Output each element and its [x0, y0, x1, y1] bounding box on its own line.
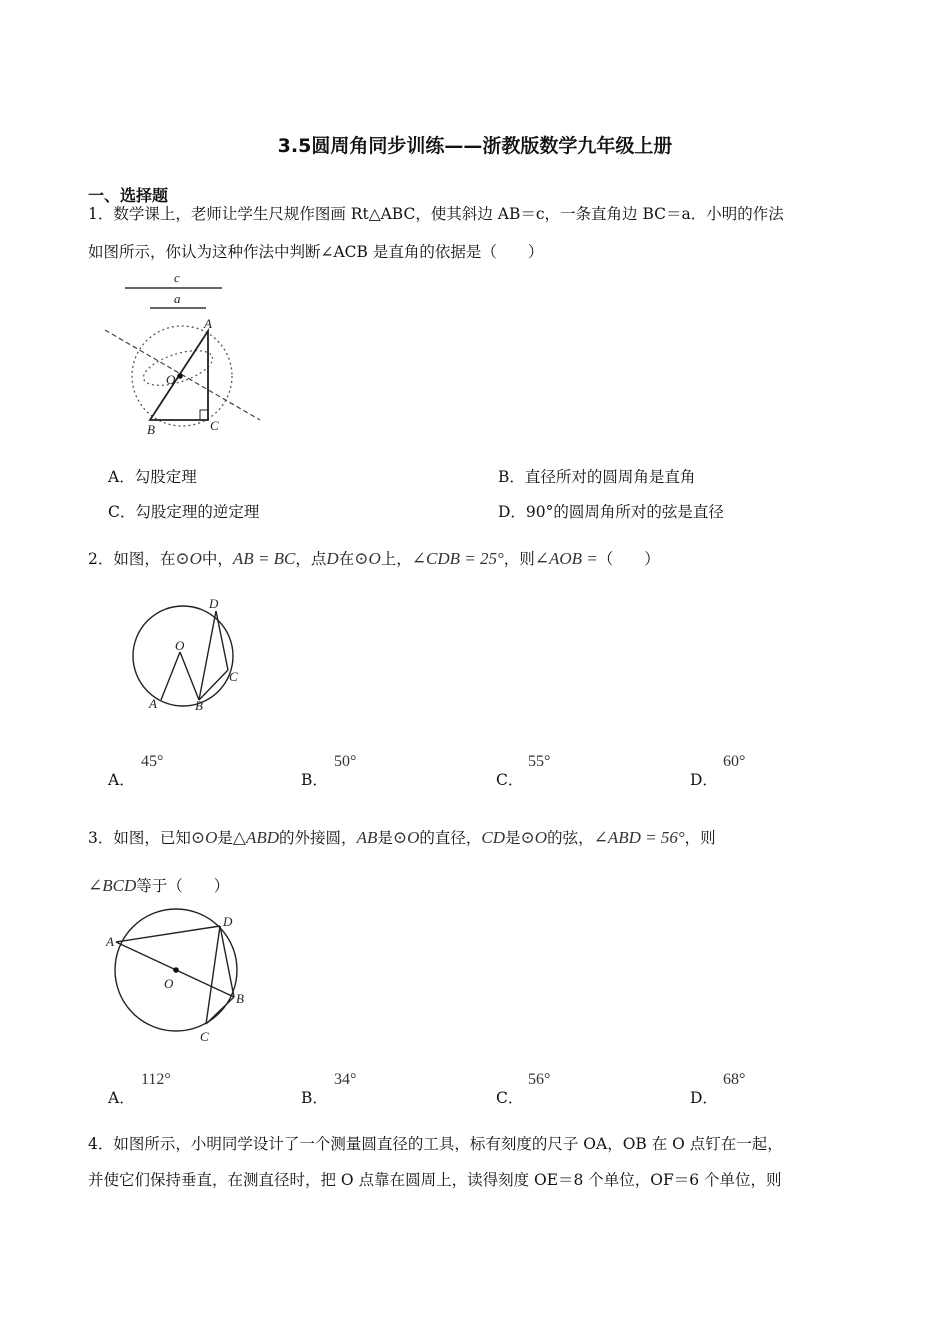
q4-line1: 4．如图所示，小明同学设计了一个测量圆直径的工具，标有刻度的尺子 OA，OB 在 O 点钉在一起， — [88, 1135, 783, 1153]
q3-option-b-value: 34° — [334, 1071, 357, 1088]
q2-figure — [120, 590, 260, 720]
q1-label-c: c — [174, 270, 180, 285]
q2-option-d-value: 60° — [723, 753, 746, 770]
q3-option-d-letter[interactable]: D． — [690, 1089, 718, 1107]
q3-stem-line2: ∠BCD等于（ ） — [88, 876, 230, 895]
q2-label-D: D — [209, 596, 219, 611]
q2-option-c-letter[interactable]: C． — [496, 771, 524, 789]
q2-option-d-letter[interactable]: D． — [690, 771, 718, 789]
q2-stem: 2．如图，在⊙O中，AB = BC，点D在⊙O上，∠CDB = 25°，则∠AOB =（ ） — [88, 549, 660, 568]
q1-figure — [100, 268, 270, 438]
q3-label-B: B — [236, 991, 244, 1006]
q1-line2: 如图所示，你认为这种作法中判断∠ACB 是直角的依据是（ ） — [88, 243, 544, 261]
q2-option-c-value: 55° — [528, 753, 551, 770]
q1-label-A: A — [204, 316, 212, 331]
q1-option-c[interactable]: C．勾股定理的逆定理 — [108, 503, 260, 521]
q3-figure — [100, 906, 260, 1046]
q1-label-a: a — [174, 291, 181, 306]
q2-option-a-value: 45° — [141, 753, 164, 770]
q1-label-O: O — [166, 372, 176, 387]
q1-option-b[interactable]: B．直径所对的圆周角是直角 — [498, 468, 696, 486]
q3-option-a-letter[interactable]: A． — [108, 1089, 135, 1107]
q3-option-c-value: 56° — [528, 1071, 551, 1088]
q2-option-b-value: 50° — [334, 753, 357, 770]
q3-label-A: A — [106, 934, 114, 949]
q3-option-b-letter[interactable]: B． — [301, 1089, 328, 1107]
q3-stem-line1: 3．如图，已知⊙O是△ABD的外接圆，AB是⊙O的直径，CD是⊙O的弦，∠ABD = 56°，则 — [88, 828, 716, 847]
q3-label-C: C — [200, 1029, 209, 1044]
q1-option-d[interactable]: D．90°的圆周角所对的弦是直径 — [498, 503, 724, 521]
q3-label-D: D — [223, 914, 233, 929]
q2-option-a-letter[interactable]: A． — [108, 771, 135, 789]
section-heading: 一、选择题 — [88, 186, 169, 205]
q3-option-c-letter[interactable]: C． — [496, 1089, 524, 1107]
q2-label-A: A — [149, 696, 157, 711]
page-title: 3.5圆周角同步训练——浙教版数学九年级上册 — [277, 135, 673, 157]
q1-label-B: B — [147, 422, 155, 437]
q1-option-a[interactable]: A．勾股定理 — [108, 468, 197, 486]
q2-label-O: O — [175, 638, 185, 653]
q1-label-C: C — [210, 418, 219, 433]
q2-option-b-letter[interactable]: B． — [301, 771, 328, 789]
q2-label-B: B — [195, 698, 203, 713]
q3-option-a-value: 112° — [141, 1071, 171, 1088]
q1-line1: 1．数学课上，老师让学生尺规作图画 Rt△ABC，使其斜边 AB＝c，一条直角边 BC＝a．小明的作法 — [88, 205, 784, 223]
q3-option-d-value: 68° — [723, 1071, 746, 1088]
q2-label-C: C — [229, 669, 238, 684]
q4-line2: 并使它们保持垂直，在测直径时，把 O 点靠在圆周上，读得刻度 OE＝8 个单位，OF＝6 个单位，则 — [88, 1171, 782, 1189]
q3-label-O: O — [164, 976, 174, 991]
